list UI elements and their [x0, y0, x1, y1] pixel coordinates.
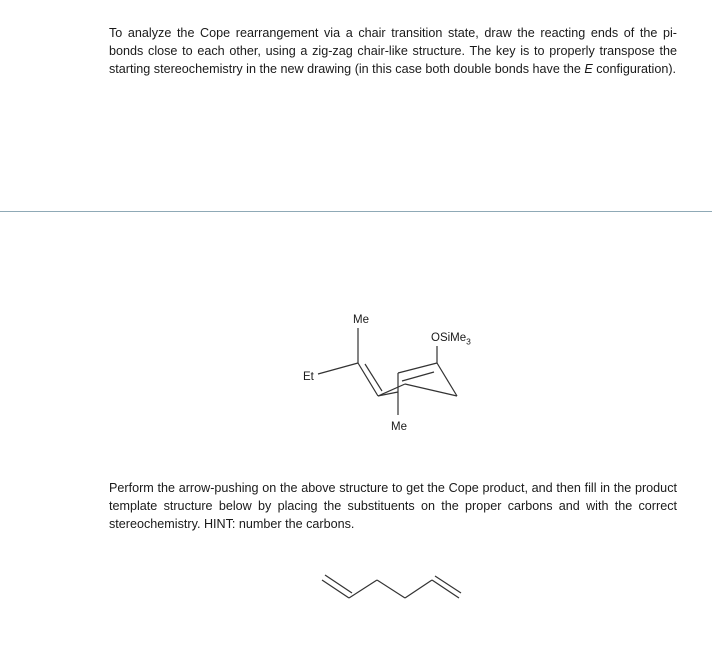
template-bond-2 — [349, 580, 377, 598]
label-me-bottom: Me — [391, 421, 407, 433]
instructions-paragraph: Perform the arrow-pushing on the above structure to get the Cope product, and then fill in the product template structure below by placing the substituents on the proper carbons and with the correct stereochemistry. HINT: number the carbons. — [109, 481, 677, 532]
label-osime3-main: OSiMe — [431, 332, 467, 344]
label-osime3-subscript: 3 — [466, 336, 471, 347]
label-et: Et — [303, 371, 314, 383]
product-template-structure — [322, 575, 461, 598]
bond-c7-c8 — [405, 384, 457, 396]
e-configuration-symbol: E — [584, 62, 593, 77]
label-osime3 — [431, 332, 471, 347]
bond-c3-c4 — [378, 392, 398, 396]
intro-text-1: To analyze the Cope rearrangement via a chair transition state, draw the reacting ends of the pi-bonds close to each other, using a zig-zag chair-like structure. The key is to properly transpose the starting stereochemistry in the new drawing (in this case both double bonds have the — [109, 26, 677, 77]
bond-c5-c6 — [398, 363, 437, 373]
bond-c5-c6-double — [402, 372, 434, 381]
intro-text-2: configuration). — [592, 62, 677, 77]
bond-c6-c7 — [437, 363, 457, 396]
bond-et-c2 — [318, 363, 358, 374]
template-bond-3 — [377, 580, 405, 598]
label-me-top: Me — [353, 314, 369, 326]
template-bond-4 — [405, 580, 432, 598]
bond-c2-c3-double — [365, 364, 382, 391]
chair-transition-state-structure — [303, 314, 471, 433]
